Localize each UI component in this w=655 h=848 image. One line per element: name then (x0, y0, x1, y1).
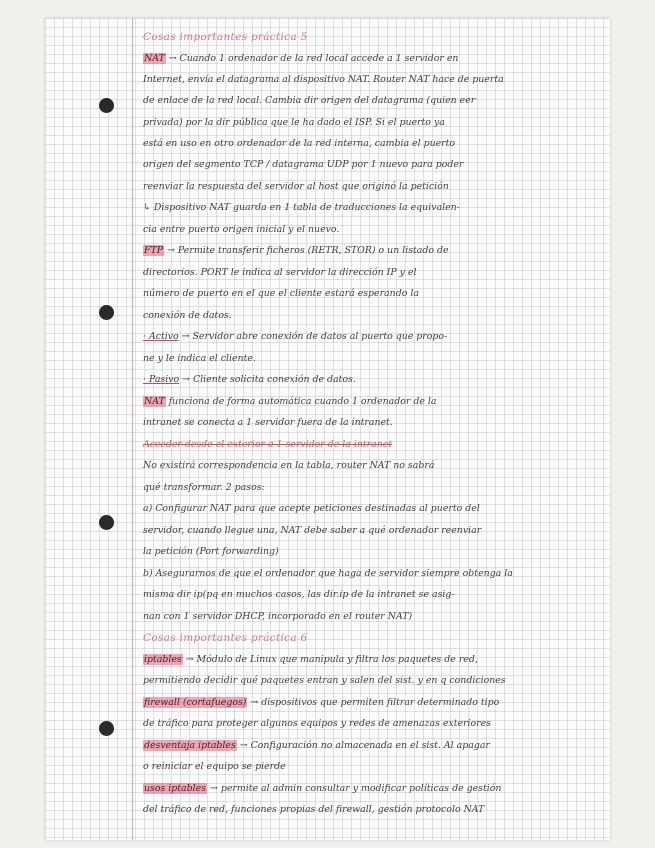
line-text: → permite al admin consultar y modificar políticas de gestión (209, 783, 502, 794)
line-text: → Cuando 1 ordenador de la red local accede a 1 servidor en (168, 53, 459, 64)
line-text: origen del segmento TCP / datagrama UDP por 1 nuevo para poder (143, 159, 464, 170)
line-text: → dispositivos que permiten filtrar determinado tipo (250, 697, 500, 708)
note-line (143, 567, 513, 581)
note-line (143, 94, 475, 108)
line-text: Cosas importantes práctica 5 (143, 31, 308, 43)
note-line (143, 373, 356, 387)
line-text: ne y le indica el cliente. (143, 353, 256, 364)
line-text: Internet, envía el datagrama al dispositivo NAT. Router NAT hace de puerta (143, 74, 504, 85)
line-text: qué transformar. 2 pasos: (143, 482, 265, 493)
note-line (143, 330, 447, 344)
line-text: → Cliente solicita conexión de datos. (182, 374, 356, 385)
note-line (143, 438, 392, 452)
line-text: misma dir ip(pq en muchos casos, las dir.ip de la intranet se asig- (143, 589, 455, 600)
note-line (143, 158, 463, 172)
note-line (143, 588, 455, 602)
punch-hole (99, 98, 114, 113)
line-text: cia entre puerto origen inicial y el nuevo. (143, 224, 340, 235)
note-line (143, 244, 449, 258)
line-text: la petición (Port forwarding) (143, 546, 279, 557)
line-text: → Módulo de Linux que manipula y filtra los paquetes de red, (185, 654, 478, 665)
line-text: Acceder desde el exterior a 1 servidor de la intranet (143, 439, 393, 450)
line-text: → Permite transferir ficheros (RETR, STOR) o un listado de (167, 245, 449, 256)
note-line (143, 352, 256, 366)
line-text: No existirá correspondencia en la tabla, router NAT no sabrá (143, 460, 435, 471)
note-line (143, 52, 458, 66)
note-line (143, 760, 286, 774)
line-text: directorios. PORT le indica al servidor la dirección IP y el (143, 267, 417, 278)
note-line (143, 782, 501, 796)
note-line (143, 674, 506, 688)
line-text: del tráfico de red, funciones propias del firewall, gestión protocolo NAT (143, 804, 485, 815)
line-text: está en uso en otro ordenador de la red interna, cambia el puerto (143, 138, 456, 149)
line-text: permitiendo decidir qué paquetes entran y salen del sist. y en q condiciones (143, 675, 506, 686)
line-text: reenviar la respuesta del servidor al host que originó la petición (143, 181, 449, 192)
note-line (143, 803, 484, 817)
highlighted-term: iptables (144, 654, 182, 665)
underlined-term: · Pasivo (143, 374, 180, 385)
underlined-term: · Activo (143, 331, 179, 342)
line-text: privada) por la dir pública que le ha dado el ISP. Si el puerto ya (143, 117, 445, 128)
line-text: ↳ Dispositivo NAT guarda en 1 tabla de traducciones la equivalen- (143, 202, 460, 213)
note-line (143, 610, 412, 624)
note-line (143, 287, 419, 301)
line-text: a) Configurar NAT para que acepte peticiones destinadas al puerto del (143, 503, 480, 514)
highlighted-term: firewall (cortafuegos) (144, 697, 247, 708)
punch-hole (99, 515, 114, 530)
punch-hole (99, 305, 114, 320)
section-title (143, 631, 308, 645)
highlighted-term: FTP (144, 245, 164, 256)
highlighted-term: usos iptables (144, 783, 206, 794)
note-line (143, 116, 445, 130)
highlighted-term: NAT (144, 53, 165, 64)
note-line (143, 545, 279, 559)
note-line (143, 696, 499, 710)
line-text: → Configuración no almacenada en el sist. Al apagar (239, 740, 490, 751)
line-text: servidor, cuando llegue una, NAT debe saber a qué ordenador reenviar (143, 525, 482, 536)
section-title (143, 30, 308, 44)
note-line (143, 266, 416, 280)
line-text: número de puerto en el que el cliente estará esperando la (143, 288, 419, 299)
note-line (143, 180, 449, 194)
line-text: b) Asegurarnos de que el ordenador que haga de servidor siempre obtenga la (143, 568, 513, 579)
line-text: Cosas importantes práctica 6 (143, 632, 308, 644)
note-line (143, 73, 504, 87)
line-text: funciona de forma automática cuando 1 ordenador de la (168, 396, 437, 407)
note-line (143, 309, 232, 323)
highlighted-term: NAT (144, 396, 165, 407)
punch-hole (99, 721, 114, 736)
notebook-page (45, 18, 610, 840)
note-line (143, 653, 478, 667)
note-line (143, 137, 455, 151)
note-line (143, 416, 393, 430)
note-line (143, 717, 491, 731)
line-text: nan con 1 servidor DHCP, incorporado en el router NAT) (143, 611, 413, 622)
margin-line (132, 18, 133, 840)
note-line (143, 201, 460, 215)
note-line (143, 502, 480, 516)
line-text: de enlace de la red local. Cambia dir origen del datagrama (quien eer (143, 95, 476, 106)
note-line (143, 739, 490, 753)
line-text: → Servidor abre conexión de datos al puerto que propo- (181, 331, 448, 342)
line-text: intranet se conecta a 1 servidor fuera de la intranet. (143, 417, 393, 428)
line-text: o reiniciar el equipo se pierde (143, 761, 286, 772)
note-line (143, 524, 481, 538)
highlighted-term: desventaja iptables (144, 740, 236, 751)
note-line (143, 481, 265, 495)
line-text: de tráfico para proteger algunos equipos y redes de amenazas exteriores (143, 718, 491, 729)
note-line (143, 223, 339, 237)
line-text: conexión de datos. (143, 310, 232, 321)
note-line (143, 395, 436, 409)
note-line (143, 459, 434, 473)
